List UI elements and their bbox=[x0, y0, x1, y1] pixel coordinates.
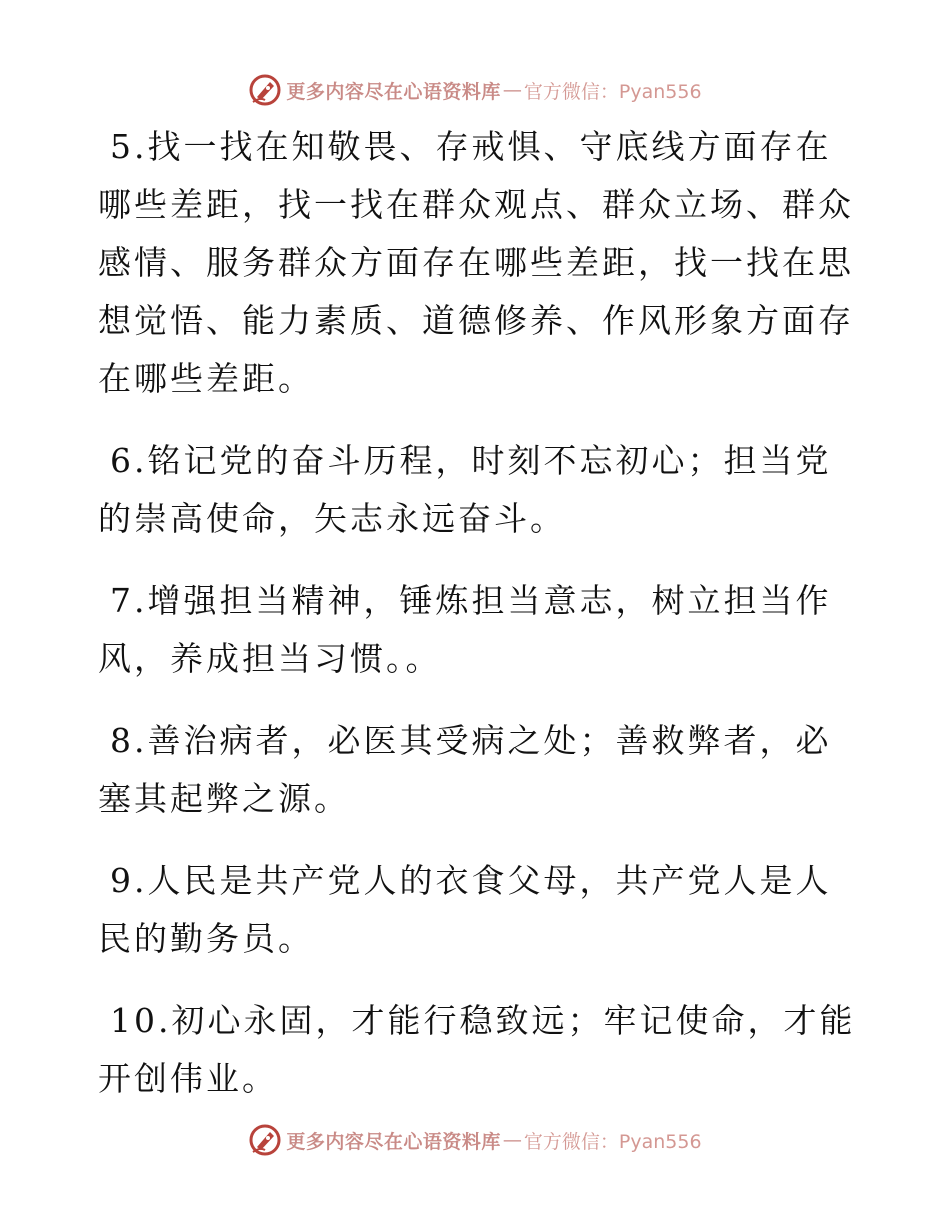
paragraph-7: 7.增强担当精神，锤炼担当意志，树立担当作风，养成担当习惯。。 bbox=[98, 581, 832, 678]
banner-wechat: 官方微信：Pyan556 bbox=[523, 1130, 702, 1153]
paragraph-9: 9.人民是共产党人的衣食父母，共产党人是人民的勤务员。 bbox=[98, 861, 832, 958]
paragraph-10: 10.初心永固，才能行稳致远；牢记使命，才能开创伟业。 bbox=[98, 1001, 856, 1098]
paragraph-5: 5.找一找在知敬畏、存戒惧、守底线方面存在哪些差距，找一找在群众观点、群众立场、群众感情、服务群众方面存在哪些差距，找一找在思想觉悟、能力素质、道德修养、作风形象方面存在哪些差距。 bbox=[98, 127, 854, 398]
document-body bbox=[98, 118, 858, 1132]
header-banner bbox=[0, 70, 950, 110]
banner-wechat: 官方微信：Pyan556 bbox=[523, 80, 702, 103]
banner-title: 更多内容尽在心语资料库 bbox=[286, 1130, 501, 1153]
footer-banner bbox=[0, 1120, 950, 1160]
pen-nib-logo-icon bbox=[248, 73, 282, 107]
banner-separator: — bbox=[502, 1129, 522, 1151]
banner-separator: — bbox=[502, 79, 522, 101]
paragraph-6: 6.铭记党的奋斗历程，时刻不忘初心；担当党的崇高使命，矢志永远奋斗。 bbox=[98, 441, 832, 538]
pen-nib-logo-icon bbox=[248, 1123, 282, 1157]
paragraph-8: 8.善治病者，必医其受病之处；善救弊者，必塞其起弊之源。 bbox=[98, 721, 832, 818]
banner-title: 更多内容尽在心语资料库 bbox=[286, 80, 501, 103]
